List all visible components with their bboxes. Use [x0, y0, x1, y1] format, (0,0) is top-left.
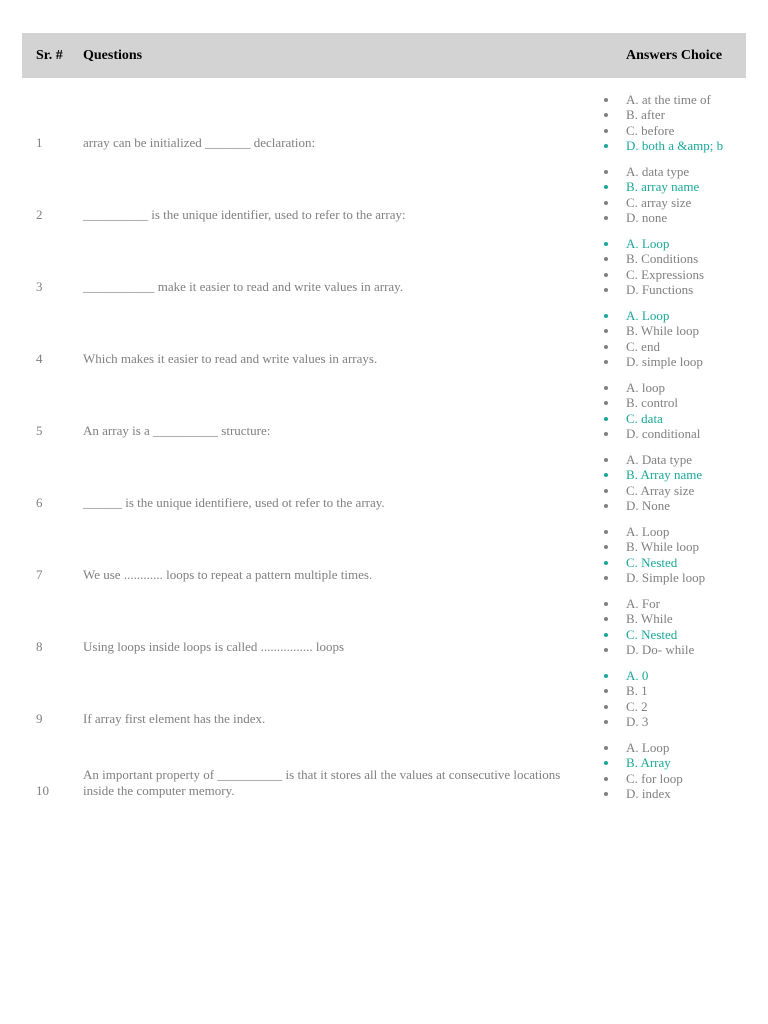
- row-number: 2: [36, 207, 43, 222]
- header-answers: Answers Choice: [602, 33, 746, 78]
- answer-choices: [602, 298, 746, 370]
- option-item: D. simple loop: [602, 354, 746, 370]
- row-number: 5: [36, 423, 43, 438]
- question-text: __________ is the unique identifier, used to refer to the array:: [83, 207, 406, 222]
- row-number: 1: [36, 135, 43, 150]
- option-item: D. Functions: [602, 282, 746, 298]
- option-item: B. 1: [602, 683, 746, 699]
- option-item: C. 2: [602, 699, 746, 715]
- correct-option: B. Array name: [602, 467, 746, 483]
- option-item: B. While loop: [602, 323, 746, 339]
- question-text: ___________ make it easier to read and write values in array.: [83, 279, 404, 294]
- question-text: If array first element has the index.: [83, 711, 266, 726]
- option-item: D. 3: [602, 714, 746, 730]
- header-questions: Questions: [83, 33, 602, 78]
- table-row: [22, 514, 746, 586]
- answer-choices: [602, 154, 746, 226]
- table-row: [22, 226, 746, 298]
- option-list: [602, 452, 746, 514]
- option-item: D. index: [602, 786, 746, 802]
- correct-option: B. array name: [602, 179, 746, 195]
- option-item: B. While: [602, 611, 746, 627]
- option-list: [602, 740, 746, 802]
- option-item: C. end: [602, 339, 746, 355]
- table-row: [22, 154, 746, 226]
- correct-option: D. both a &amp; b: [602, 138, 746, 154]
- row-number: 9: [36, 711, 43, 726]
- correct-option: C. Nested: [602, 627, 746, 643]
- row-number: 6: [36, 495, 43, 510]
- table-row: [22, 586, 746, 658]
- header-sr: Sr. #: [22, 33, 83, 78]
- option-list: [602, 236, 746, 298]
- question-text: An array is a __________ structure:: [83, 423, 271, 438]
- option-list: [602, 164, 746, 226]
- correct-option: A. 0: [602, 668, 746, 684]
- correct-option: C. data: [602, 411, 746, 427]
- option-item: B. control: [602, 395, 746, 411]
- option-item: C. Array size: [602, 483, 746, 499]
- option-item: A. For: [602, 596, 746, 612]
- table-header: [22, 33, 746, 78]
- option-item: A. data type: [602, 164, 746, 180]
- answer-choices: [602, 226, 746, 298]
- option-item: C. array size: [602, 195, 746, 211]
- option-list: [602, 308, 746, 370]
- table-row: [22, 370, 746, 442]
- row-number: 10: [36, 783, 49, 798]
- option-item: A. Data type: [602, 452, 746, 468]
- answer-choices: [602, 658, 746, 730]
- table-body: [22, 78, 746, 802]
- question-text: Using loops inside loops is called ................ loops: [83, 639, 345, 654]
- option-item: D. none: [602, 210, 746, 226]
- option-item: D. Simple loop: [602, 570, 746, 586]
- row-number: 4: [36, 351, 43, 366]
- question-text: An important property of __________ is that it stores all the values at consecutive locations inside the computer memory.: [83, 767, 561, 798]
- row-number: 8: [36, 639, 43, 654]
- option-list: [602, 596, 746, 658]
- question-text: array can be initialized _______ declaration:: [83, 135, 316, 150]
- row-number: 7: [36, 567, 43, 582]
- answer-choices: [602, 442, 746, 514]
- option-item: C. before: [602, 123, 746, 139]
- answer-choices: [602, 514, 746, 586]
- answer-choices: [602, 78, 746, 154]
- question-text: Which makes it easier to read and write values in arrays.: [83, 351, 378, 366]
- option-list: [602, 524, 746, 586]
- option-item: B. Conditions: [602, 251, 746, 267]
- answer-choices: [602, 586, 746, 658]
- option-item: C. for loop: [602, 771, 746, 787]
- option-item: A. at the time of: [602, 92, 746, 108]
- correct-option: C. Nested: [602, 555, 746, 571]
- table-row: [22, 78, 746, 154]
- option-item: B. While loop: [602, 539, 746, 555]
- table-row: [22, 730, 746, 802]
- option-item: D. Do- while: [602, 642, 746, 658]
- answer-choices: [602, 370, 746, 442]
- correct-option: A. Loop: [602, 236, 746, 252]
- question-text: We use ............ loops to repeat a pattern multiple times.: [83, 567, 373, 582]
- option-list: [602, 92, 746, 154]
- option-item: B. after: [602, 107, 746, 123]
- option-item: C. Expressions: [602, 267, 746, 283]
- question-text: ______ is the unique identifiere, used ot refer to the array.: [83, 495, 385, 510]
- quiz-table: [22, 33, 746, 802]
- option-item: D. None: [602, 498, 746, 514]
- row-number: 3: [36, 279, 43, 294]
- option-list: [602, 668, 746, 730]
- answer-choices: [602, 730, 746, 802]
- table-row: [22, 658, 746, 730]
- option-list: [602, 380, 746, 442]
- option-item: A. Loop: [602, 524, 746, 540]
- correct-option: A. Loop: [602, 308, 746, 324]
- option-item: D. conditional: [602, 426, 746, 442]
- table-row: [22, 442, 746, 514]
- option-item: A. loop: [602, 380, 746, 396]
- table-row: [22, 298, 746, 370]
- option-item: A. Loop: [602, 740, 746, 756]
- correct-option: B. Array: [602, 755, 746, 771]
- header-row: [22, 33, 746, 78]
